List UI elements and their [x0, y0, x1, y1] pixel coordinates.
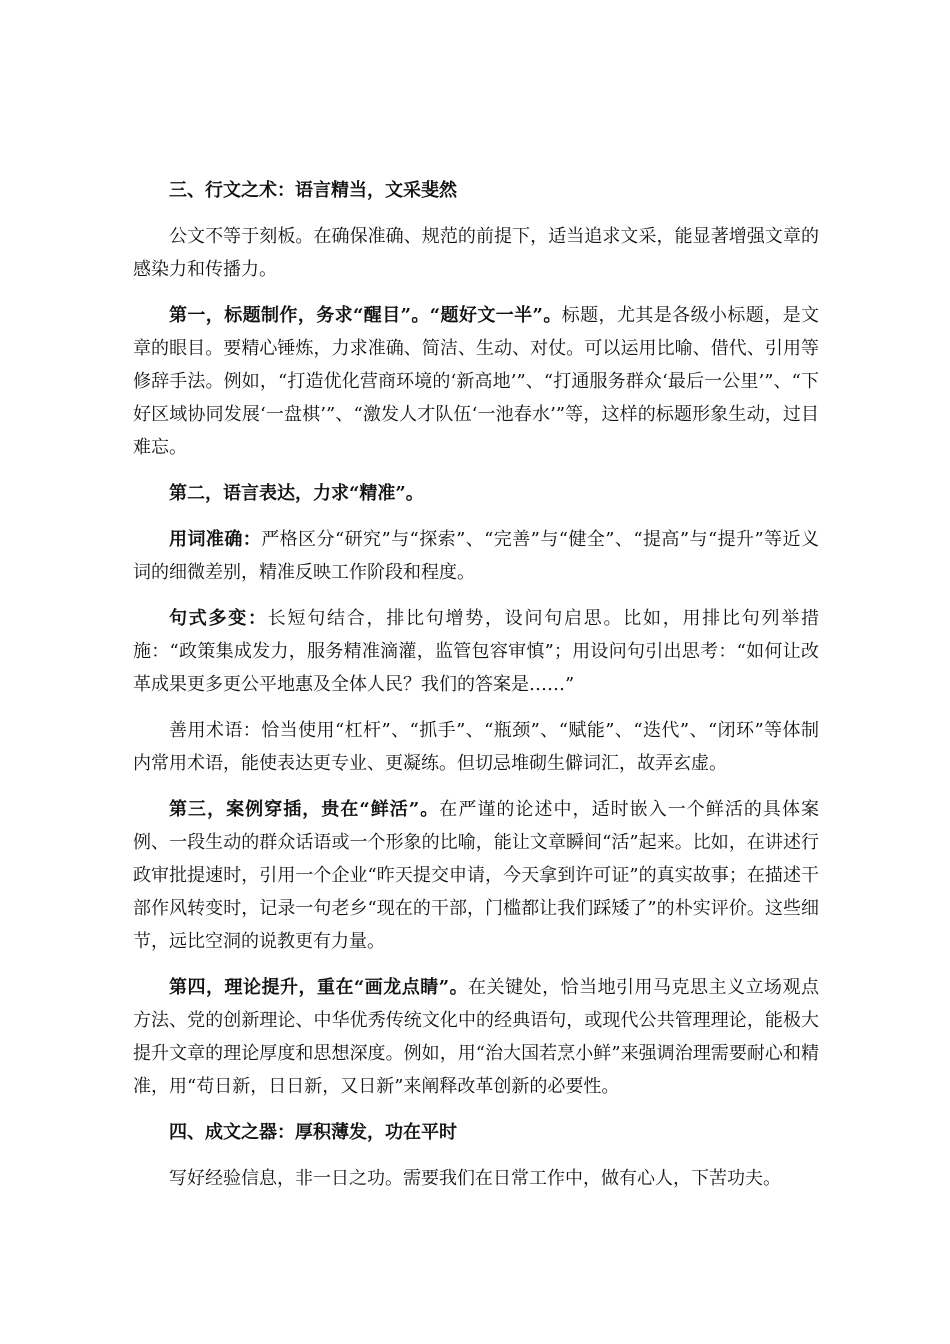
paragraph-title-making	[133, 299, 819, 464]
paragraph-lead: 句式多变：	[169, 608, 268, 629]
paragraph-sentence-variety	[133, 602, 819, 701]
paragraph-theory	[133, 971, 819, 1103]
paragraph-case-examples	[133, 793, 819, 958]
paragraph-word-accuracy	[133, 523, 819, 589]
section-heading-4: 四、成文之器：厚积薄发，功在平时	[169, 1122, 457, 1143]
paragraph-body: 长短句结合，排比句增势，设问句启思。比如，用排比句列举措施：“政策集成发力，服务精准滴灌，监管包容审慎”；用设问句引出思考：“如何让改革成果更多更公平地惠及全体人民？我们的答案是……”	[133, 608, 819, 695]
paragraph-lead: 用词准确：	[169, 529, 262, 550]
paragraph-language-expression	[133, 477, 819, 510]
section-heading-3: 三、行文之术：语言精当，文采斐然	[169, 180, 457, 201]
document-body	[133, 174, 819, 1208]
paragraph-body: 严格区分“研究”与“探索”、“完善”与“健全”、“提高”与“提升”等近义词的细微差别，精准反映工作阶段和程度。	[133, 529, 819, 583]
paragraph-terminology: 善用术语：恰当使用“杠杆”、“抓手”、“瓶颈”、“赋能”、“迭代”、“闭环”等体制内常用术语，能使表达更专业、更凝练。但切忌堆砌生僻词汇，故弄玄虚。	[133, 720, 819, 774]
paragraph-body: 标题，尤其是各级小标题，是文章的眼目。要精心锤炼，力求准确、简洁、生动、对仗。可以运用比喻、借代、引用等修辞手法。例如，“打造优化营商环境的‘新高地’”、“打通服务群众‘最后一公里’”、“下好区域协同发展‘一盘棋’”、“激发人才队伍‘一池春水’”等，这样的标题形象生动，过目难忘。	[133, 305, 819, 458]
paragraph-lead: 第二，语言表达，力求“精准”。	[169, 483, 424, 504]
paragraph-body: 在严谨的论述中，适时嵌入一个鲜活的具体案例、一段生动的群众话语或一个形象的比喻，能让文章瞬间“活”起来。比如，在讲述行政审批提速时，引用一个企业“昨天提交申请，今天拿到许可证”的真实故事；在描述干部作风转变时，记录一句老乡“现在的干部，门槛都让我们踩矮了”的朴实评价。这些细节，远比空洞的说教更有力量。	[133, 799, 819, 952]
paragraph-body: 在关键处，恰当地引用马克思主义立场观点方法、党的创新理论、中华优秀传统文化中的经典语句，或现代公共管理理论，能极大提升文章的理论厚度和思想深度。例如，用“治大国若烹小鲜”来强调治理需要耐心和精准，用“苟日新，日日新，又日新”来阐释改革创新的必要性。	[133, 977, 819, 1097]
paragraph-closing: 写好经验信息，非一日之功。需要我们在日常工作中，做有心人，下苦功夫。	[169, 1168, 781, 1189]
paragraph-intro: 公文不等于刻板。在确保准确、规范的前提下，适当追求文采，能显著增强文章的感染力和传播力。	[133, 226, 819, 280]
paragraph-lead: 第一，标题制作，务求“醒目”。“题好文一半”。	[169, 305, 562, 326]
paragraph-lead: 第三，案例穿插，贵在“鲜活”。	[169, 799, 440, 820]
paragraph-lead: 第四，理论提升，重在“画龙点睛”。	[169, 977, 469, 998]
